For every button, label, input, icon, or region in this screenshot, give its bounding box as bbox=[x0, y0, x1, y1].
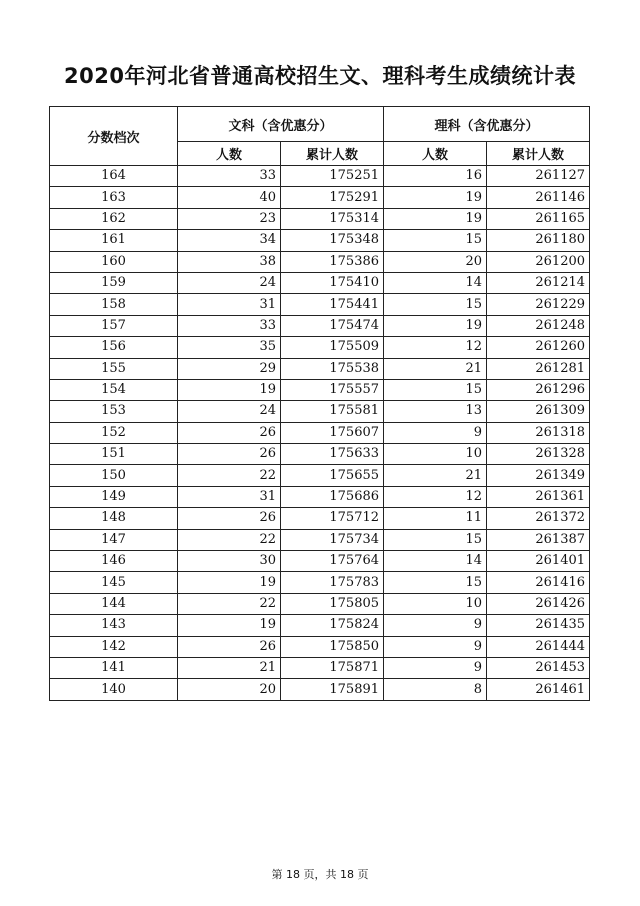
wenke-count-cell: 24 bbox=[178, 272, 281, 293]
table-row bbox=[50, 166, 590, 187]
score-cell: 148 bbox=[50, 508, 178, 529]
wenke-total-cell: 175655 bbox=[281, 465, 384, 486]
like-count-cell: 15 bbox=[384, 572, 487, 593]
like-count-cell: 14 bbox=[384, 551, 487, 572]
wenke-total-cell: 175686 bbox=[281, 486, 384, 507]
table-row bbox=[50, 401, 590, 422]
table-row bbox=[50, 315, 590, 336]
score-cell: 158 bbox=[50, 294, 178, 315]
wenke-count-cell: 34 bbox=[178, 230, 281, 251]
like-count-cell: 15 bbox=[384, 230, 487, 251]
like-total-cell: 261349 bbox=[487, 465, 590, 486]
like-count-cell: 10 bbox=[384, 444, 487, 465]
like-count-cell: 21 bbox=[384, 358, 487, 379]
table-row bbox=[50, 272, 590, 293]
score-cell: 142 bbox=[50, 636, 178, 657]
table-row bbox=[50, 294, 590, 315]
wenke-total-cell: 175783 bbox=[281, 572, 384, 593]
like-total-cell: 261214 bbox=[487, 272, 590, 293]
table-row bbox=[50, 208, 590, 229]
wenke-count-cell: 30 bbox=[178, 551, 281, 572]
table-row bbox=[50, 358, 590, 379]
score-cell: 159 bbox=[50, 272, 178, 293]
like-total-cell: 261200 bbox=[487, 251, 590, 272]
like-count-cell: 16 bbox=[384, 166, 487, 187]
table-row bbox=[50, 486, 590, 507]
wenke-total-cell: 175538 bbox=[281, 358, 384, 379]
wenke-count-cell: 19 bbox=[178, 615, 281, 636]
like-total-cell: 261372 bbox=[487, 508, 590, 529]
table-row bbox=[50, 657, 590, 678]
page-title: 2020年河北省普通高校招生文、理科考生成绩统计表 bbox=[64, 64, 576, 88]
like-total-cell: 261361 bbox=[487, 486, 590, 507]
wenke-count-cell: 40 bbox=[178, 187, 281, 208]
wenke-total-cell: 175474 bbox=[281, 315, 384, 336]
wenke-total-cell: 175871 bbox=[281, 657, 384, 678]
table-row bbox=[50, 187, 590, 208]
wenke-count-cell: 26 bbox=[178, 422, 281, 443]
table-row bbox=[50, 508, 590, 529]
like-count-header: 人数 bbox=[384, 142, 487, 166]
like-total-cell: 261281 bbox=[487, 358, 590, 379]
wenke-total-cell: 175734 bbox=[281, 529, 384, 550]
wenke-total-cell: 175251 bbox=[281, 166, 384, 187]
table-row bbox=[50, 230, 590, 251]
like-count-cell: 14 bbox=[384, 272, 487, 293]
like-count-cell: 19 bbox=[384, 208, 487, 229]
like-total-cell: 261453 bbox=[487, 657, 590, 678]
like-count-cell: 20 bbox=[384, 251, 487, 272]
score-cell: 141 bbox=[50, 657, 178, 678]
like-total-cell: 261248 bbox=[487, 315, 590, 336]
score-cell: 161 bbox=[50, 230, 178, 251]
wenke-total-cell: 175557 bbox=[281, 379, 384, 400]
score-cell: 155 bbox=[50, 358, 178, 379]
wenke-count-cell: 35 bbox=[178, 337, 281, 358]
wenke-total-cell: 175509 bbox=[281, 337, 384, 358]
wenke-count-cell: 38 bbox=[178, 251, 281, 272]
score-cell: 163 bbox=[50, 187, 178, 208]
like-count-cell: 15 bbox=[384, 294, 487, 315]
table-row bbox=[50, 251, 590, 272]
wenke-count-cell: 20 bbox=[178, 679, 281, 700]
like-count-cell: 9 bbox=[384, 422, 487, 443]
like-count-cell: 8 bbox=[384, 679, 487, 700]
table-row bbox=[50, 593, 590, 614]
wenke-total-cell: 175581 bbox=[281, 401, 384, 422]
score-cell: 156 bbox=[50, 337, 178, 358]
wenke-group-header: 文科（含优惠分） bbox=[178, 107, 384, 142]
wenke-count-cell: 22 bbox=[178, 529, 281, 550]
wenke-total-cell: 175824 bbox=[281, 615, 384, 636]
score-cell: 143 bbox=[50, 615, 178, 636]
like-count-cell: 13 bbox=[384, 401, 487, 422]
score-cell: 151 bbox=[50, 444, 178, 465]
like-count-cell: 15 bbox=[384, 379, 487, 400]
wenke-total-cell: 175314 bbox=[281, 208, 384, 229]
table-row bbox=[50, 444, 590, 465]
like-count-cell: 19 bbox=[384, 187, 487, 208]
table-row bbox=[50, 679, 590, 700]
like-total-cell: 261318 bbox=[487, 422, 590, 443]
wenke-count-cell: 29 bbox=[178, 358, 281, 379]
table-row bbox=[50, 529, 590, 550]
wenke-total-cell: 175764 bbox=[281, 551, 384, 572]
wenke-count-header: 人数 bbox=[178, 142, 281, 166]
wenke-total-cell: 175712 bbox=[281, 508, 384, 529]
like-total-cell: 261180 bbox=[487, 230, 590, 251]
score-cell: 149 bbox=[50, 486, 178, 507]
like-count-cell: 19 bbox=[384, 315, 487, 336]
score-cell: 144 bbox=[50, 593, 178, 614]
score-cell: 150 bbox=[50, 465, 178, 486]
wenke-count-cell: 26 bbox=[178, 636, 281, 657]
wenke-count-cell: 19 bbox=[178, 572, 281, 593]
wenke-total-cell: 175607 bbox=[281, 422, 384, 443]
score-cell: 162 bbox=[50, 208, 178, 229]
wenke-count-cell: 19 bbox=[178, 379, 281, 400]
score-cell: 164 bbox=[50, 166, 178, 187]
table-row bbox=[50, 422, 590, 443]
like-count-cell: 9 bbox=[384, 636, 487, 657]
wenke-count-cell: 31 bbox=[178, 294, 281, 315]
like-total-cell: 261401 bbox=[487, 551, 590, 572]
like-total-cell: 261127 bbox=[487, 166, 590, 187]
table-header-row bbox=[50, 107, 590, 142]
table-body bbox=[50, 166, 590, 701]
score-cell: 145 bbox=[50, 572, 178, 593]
table-row bbox=[50, 636, 590, 657]
table-row bbox=[50, 337, 590, 358]
score-cell: 140 bbox=[50, 679, 178, 700]
like-count-cell: 9 bbox=[384, 657, 487, 678]
like-total-cell: 261260 bbox=[487, 337, 590, 358]
score-cell: 152 bbox=[50, 422, 178, 443]
like-total-cell: 261435 bbox=[487, 615, 590, 636]
wenke-total-cell: 175633 bbox=[281, 444, 384, 465]
like-total-cell: 261229 bbox=[487, 294, 590, 315]
score-cell: 147 bbox=[50, 529, 178, 550]
wenke-count-cell: 33 bbox=[178, 315, 281, 336]
like-group-header: 理科（含优惠分） bbox=[384, 107, 590, 142]
wenke-count-cell: 26 bbox=[178, 508, 281, 529]
like-count-cell: 21 bbox=[384, 465, 487, 486]
table-row bbox=[50, 572, 590, 593]
score-cell: 146 bbox=[50, 551, 178, 572]
score-cell: 160 bbox=[50, 251, 178, 272]
score-cell: 153 bbox=[50, 401, 178, 422]
like-total-cell: 261165 bbox=[487, 208, 590, 229]
score-cell: 157 bbox=[50, 315, 178, 336]
wenke-total-cell: 175441 bbox=[281, 294, 384, 315]
wenke-total-cell: 175386 bbox=[281, 251, 384, 272]
wenke-count-cell: 23 bbox=[178, 208, 281, 229]
wenke-total-cell: 175410 bbox=[281, 272, 384, 293]
like-total-cell: 261146 bbox=[487, 187, 590, 208]
like-total-cell: 261328 bbox=[487, 444, 590, 465]
like-count-cell: 12 bbox=[384, 337, 487, 358]
table-row bbox=[50, 465, 590, 486]
wenke-count-cell: 22 bbox=[178, 593, 281, 614]
wenke-count-cell: 31 bbox=[178, 486, 281, 507]
wenke-total-cell: 175850 bbox=[281, 636, 384, 657]
like-count-cell: 11 bbox=[384, 508, 487, 529]
wenke-count-cell: 21 bbox=[178, 657, 281, 678]
score-statistics-table bbox=[49, 106, 590, 701]
wenke-count-cell: 22 bbox=[178, 465, 281, 486]
wenke-count-cell: 24 bbox=[178, 401, 281, 422]
wenke-total-cell: 175348 bbox=[281, 230, 384, 251]
table-row bbox=[50, 615, 590, 636]
like-count-cell: 9 bbox=[384, 615, 487, 636]
score-cell: 154 bbox=[50, 379, 178, 400]
wenke-total-cell: 175291 bbox=[281, 187, 384, 208]
score-column-header: 分数档次 bbox=[50, 107, 178, 166]
wenke-count-cell: 26 bbox=[178, 444, 281, 465]
like-count-cell: 12 bbox=[384, 486, 487, 507]
like-total-cell: 261309 bbox=[487, 401, 590, 422]
like-total-cell: 261416 bbox=[487, 572, 590, 593]
page-footer: 第 18 页，共 18 页 bbox=[271, 868, 369, 881]
wenke-total-cell: 175805 bbox=[281, 593, 384, 614]
table-row bbox=[50, 551, 590, 572]
like-total-cell: 261426 bbox=[487, 593, 590, 614]
like-total-cell: 261444 bbox=[487, 636, 590, 657]
wenke-total-cell: 175891 bbox=[281, 679, 384, 700]
like-total-cell: 261387 bbox=[487, 529, 590, 550]
like-count-cell: 15 bbox=[384, 529, 487, 550]
table-row bbox=[50, 379, 590, 400]
like-total-header: 累计人数 bbox=[487, 142, 590, 166]
wenke-count-cell: 33 bbox=[178, 166, 281, 187]
like-total-cell: 261296 bbox=[487, 379, 590, 400]
like-total-cell: 261461 bbox=[487, 679, 590, 700]
like-count-cell: 10 bbox=[384, 593, 487, 614]
wenke-total-header: 累计人数 bbox=[281, 142, 384, 166]
